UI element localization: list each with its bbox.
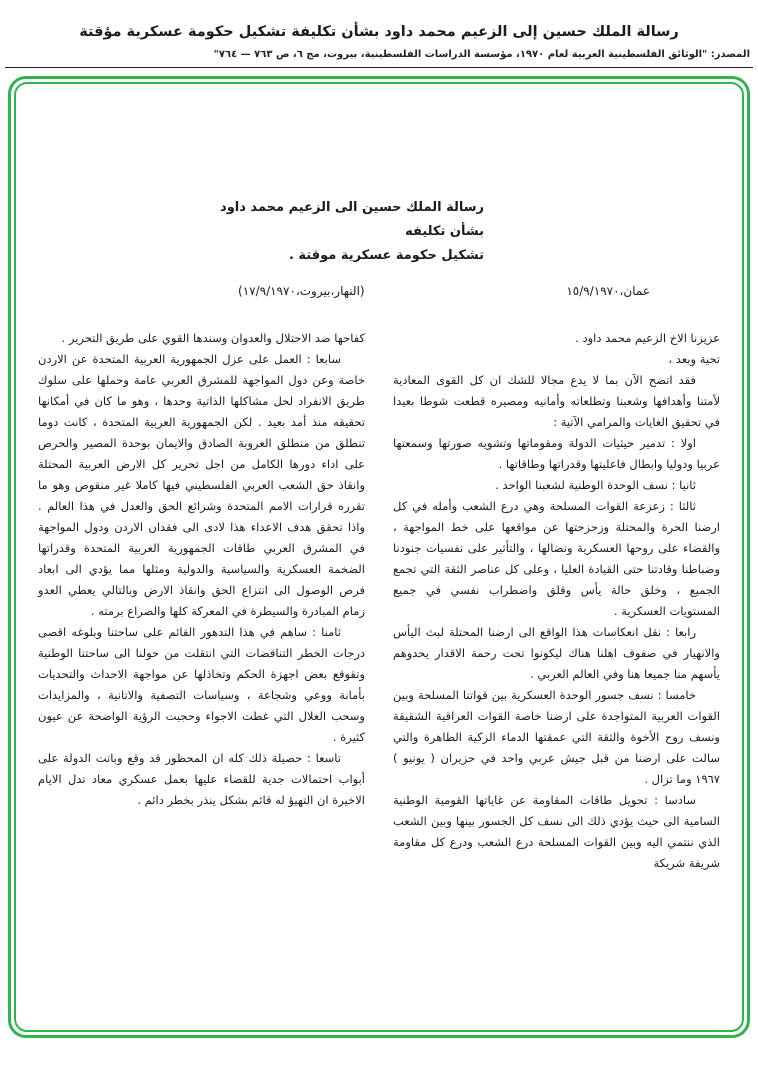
doc-heading-line2: تشكيل حكومة عسكرية موقتة . xyxy=(288,248,484,264)
doc-paragraph: ثانيا : نسف الوحدة الوطنية لشعبنا الواحد . xyxy=(495,478,696,493)
doc-paragraph: كفاحها ضد الاحتلال والعدوان وسندها القوي على طريق التحرير . xyxy=(61,331,365,346)
doc-paragraph: تاسعا : حصيلة ذلك كله ان المحظور قد وقع وباتت الدولة على أبواب احتمالات جدية للقضاء عليها بعمل عسكري معاد تدل الايام الاخيرة ان التهيؤ له قائم بشكل ينذر بخطر دائم . xyxy=(38,751,365,808)
document-frame xyxy=(8,76,750,1038)
document-frame-inner xyxy=(14,82,744,1032)
column-left xyxy=(38,328,365,874)
source-line: المصدر: "الوثائق الفلسطينية العربية لعام ١٩٧٠، مؤسسة الدراسات الفلسطينية، بيروت، مج ٦، ص ٧٦٣ — ٧٦٤" xyxy=(213,49,750,60)
doc-paragraph: سابعا : العمل على عزل الجمهورية العربية المتحدة عن الاردن خاصة وعن دول المواجهة للمشرق العربي عامة وحملها على سلوك طريق الانفراد لحل مشاكلها الذاتية وحدها ، وهو ما كان في أمكانها تحقيقه منذ أمد بعيد . لكن الجمهورية العربية المتحدة ، كانت دوما تنطلق من منطلق العروبة الصادق والايمان بوحدة المصير والحرص على اداء دورها الكامل من اجل تحرير كل الارض العربية المحتلة وانقاذ حق الشعب العربي الفلسطيني فيها كاملا غير منقوص وهو ما تقرره قرارات الامم المتحدة وشرائع الحق والعدل في هذا العالم . واذا تحقق هدف الاعداء هذا لادى الى فقدان الاردن ودول المواجهة في المشرق العربي طاقات الجمهورية العربية المتحدة وقدراتها الضخمة العسكرية والسياسية والدولية ومثلها مما يؤدي الى ابعاد فرص الوصول الى انتزاع الحق وانقاذ الارض وبالتالي يعطي العدو زمام المبادرة والسيطرة في المعركة كلها والصراع برمته . xyxy=(38,352,365,619)
doc-heading-line1: رسالة الملك حسين الى الزعيم محمد داود بشأن تكليفه xyxy=(220,200,484,240)
doc-paragraph: رابعا : نقل انعكاسات هذا الواقع الى ارضنا المحتلة لبث اليأس والانهيار في صفوف اهلنا هناك ليكونوا تحت رحمة الاقدار يحدوهم يأسهم منا جميعا هنا وفي العالم العربي . xyxy=(393,625,720,682)
doc-paragraph: سادسا : تحويل طاقات المقاومة عن غاياتها القومية الوطنية السامية الى حيث يؤدي ذلك الى نسف كل الجسور بينها وبين الشعب الذي ننتمي اليه وبين القوات المسلحة درع الشعب ودرع كل مقاومة شريفة شريكة xyxy=(393,793,720,871)
header-divider xyxy=(5,67,753,68)
doc-columns xyxy=(36,328,722,874)
dateline-place: عمان،١٥/٩/١٩٧٠ xyxy=(566,284,650,299)
dateline-publication: (النهار،بيروت،١٧/٩/١٩٧٠) xyxy=(238,284,365,299)
doc-paragraph: عزيزنا الاخ الزعيم محمد داود . xyxy=(575,331,720,346)
doc-paragraph: ثامنا : ساهم في هذا التدهور القائم على ساحتنا وبلوغه اقصى درجات الخطر التناقضات التي انتقلت من حولنا الى ساحتنا الوطنية وتقوقع بعض اجهزة الحكم وتخاذلها عن مواجهة الاحداث والتحديات بأمانة ووعي وشجاعة ، وسياسات التصفية والاتانية ، والمزايدات وسحب الغلال التي غطت الاجواء وحجبت الرؤية الواضحة عن عيون كثيرة . xyxy=(38,625,365,745)
doc-paragraph: خامسا : نسف جسور الوحدة العسكرية بين قواتنا المسلحة وبين القوات العربية المتواجدة على ارضنا خاصة القوات العراقية الشقيقة ونسف روح الأخوة والثقة التي عمقتها الدماء الزكية الطاهرة والتي سالت على ارضنا من قبل جيش عربي واحد في حزيران ( يونيو ) ١٩٦٧ وما تزال . xyxy=(393,688,720,787)
doc-paragraph: اولا : تدمير حيثيات الدولة ومقوماتها وتشويه صورتها وسمعتها عربيا ودوليا وابطال فاعليتها وقدراتها وطاقاتها . xyxy=(393,436,720,472)
doc-heading xyxy=(216,196,484,268)
doc-paragraph: ثالثا : زعزعة القوات المسلحة وهي درع الشعب وأمله في كل ارضنا الحرة والمحتلة وزحزحتها عن مواقعها على خط المواجهة ، والقضاء على روحها العسكرية ونضالها ، والتأثير على نفسيات جنودنا وضباطنا وقادتنا حتى القيادة العليا ، وعلى كل عناصر الثقة التي تجمع الجميع ، وخلق حالة يأس وقلق واضطراب نفسي في جميع المستويات العسكرية . xyxy=(393,499,720,619)
page-title: رسالة الملك حسين إلى الزعيم محمد داود بشأن تكليفة تشكيل حكومة عسكرية مؤقتة xyxy=(79,24,679,40)
page-header xyxy=(0,0,758,68)
doc-paragraph: فقد اتضح الآن بما لا يدع مجالا للشك ان كل القوى المعادية لأمتنا وأهدافها وشعبنا وتطلعاته وأمانيه ومصيره قطعت شوطا بعيدا في تحقيق الغايات والمرامي الآتية : xyxy=(393,373,720,430)
document-scan xyxy=(36,196,722,874)
column-right xyxy=(393,328,720,874)
doc-paragraph: تحية وبعد ، xyxy=(668,352,720,367)
doc-dateline xyxy=(36,284,722,308)
